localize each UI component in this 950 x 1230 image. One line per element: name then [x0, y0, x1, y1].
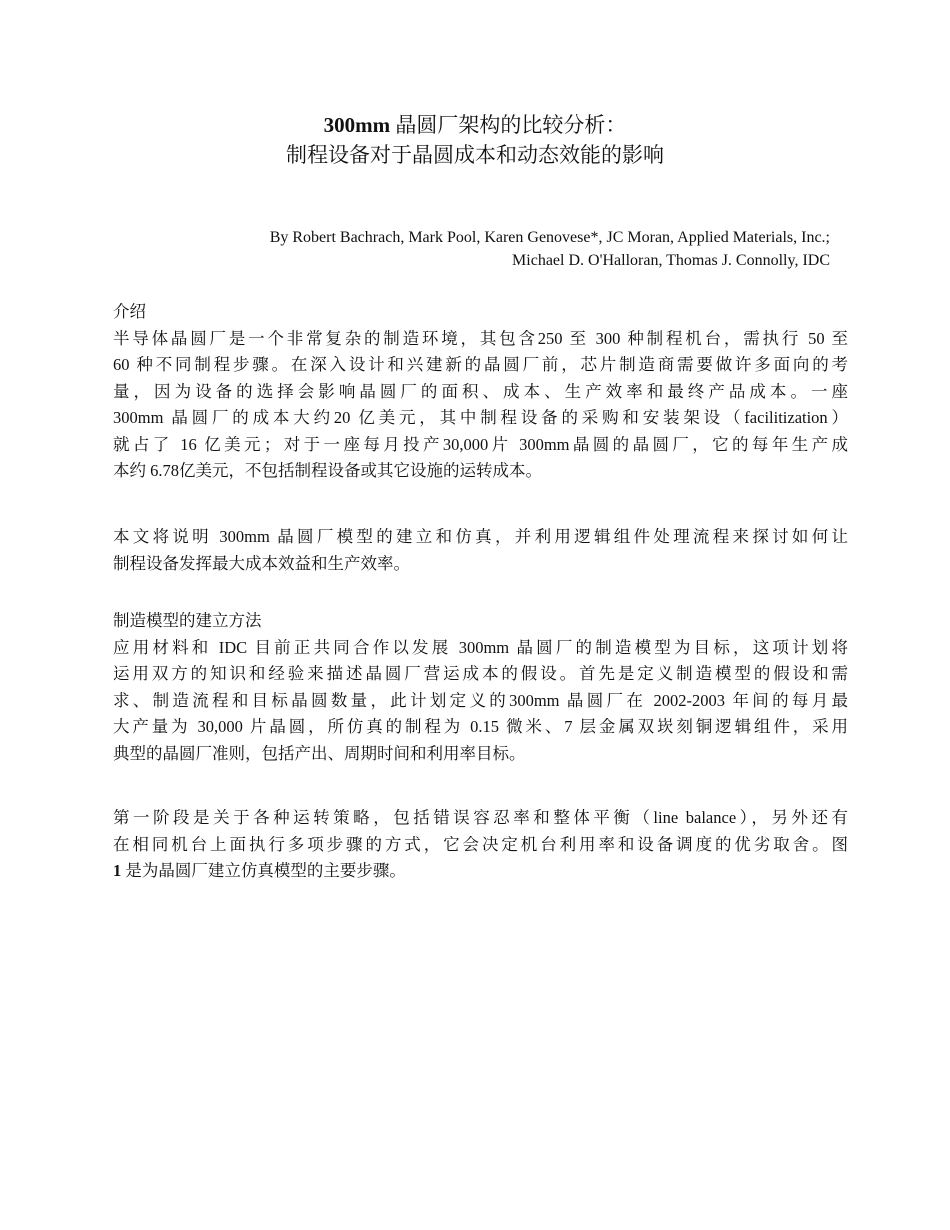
paragraph-line: 运用双方的知识和经验来描述晶圆厂营运成本的假设。首先是定义制造模型的假设和需	[113, 664, 848, 683]
figure-reference: 1	[113, 861, 122, 880]
paragraph-line: 第一阶段是关于各种运转策略，包括错误容忍率和整体平衡（line balance），另外还有	[113, 808, 848, 827]
paper-title	[0, 110, 950, 170]
author-line-1: By Robert Bachrach, Mark Pool, Karen Genovese*, JC Moran, Applied Materials, Inc.;	[269, 229, 830, 246]
title-line-1-text: 晶圆厂架构的比较分析：	[390, 113, 627, 137]
paragraph-line: 本文将说明 300mm 晶圆厂模型的建立和仿真，并利用逻辑组件处理流程来探讨如何让	[113, 527, 848, 546]
paragraph-line: 典型的晶圆厂准则，包括产出、周期时间和利用率目标。	[113, 743, 526, 763]
paragraph-line: 本约 6.78亿美元，不包括制程设备或其它设施的运转成本。	[113, 461, 542, 480]
paragraph-line: 求、制造流程和目标晶圆数量，此计划定义的300mm 晶圆厂在 2002-2003 年间的每月最	[113, 690, 848, 710]
section-heading-intro: 介绍	[113, 302, 146, 321]
paragraph-line: 300mm 晶圆厂的成本大约20 亿美元，其中制程设备的采购和安装架设（facilitization）	[113, 408, 848, 427]
paragraph-line: 大产量为 30,000 片晶圆，所仿真的制程为 0.15 微米、7 层金属双崁刻铜逻辑组件，采用	[113, 717, 848, 736]
paragraph-line: 半导体晶圆厂是一个非常复杂的制造环境，其包含250 至 300 种制程机台，需执行 50 至	[113, 328, 849, 348]
author-line-2: Michael D. O'Halloran, Thomas J. Connolly, IDC	[512, 252, 830, 269]
title-line-1	[0, 110, 950, 140]
paragraph-line: 制程设备发挥最大成本效益和生产效率。	[113, 553, 410, 573]
paragraph-line-rest: 是为晶圆厂建立仿真模型的主要步骤。	[121, 861, 406, 880]
method-paragraph-2	[113, 805, 848, 885]
method-paragraph-1	[113, 635, 848, 768]
title-line-2: 制程设备对于晶圆成本和动态效能的影响	[286, 143, 664, 167]
paragraph-line-with-figure-ref	[113, 858, 848, 885]
paragraph-line: 量，因为设备的选择会影响晶圆厂的面积、成本、生产效率和最终产品成本。一座	[113, 381, 848, 401]
method-section	[113, 608, 848, 767]
intro-paragraph-1	[113, 326, 848, 485]
title-bold-prefix: 300mm	[323, 113, 391, 137]
paragraph-line: 就占了 16 亿美元；对于一座每月投产30,000片 300mm晶圆的晶圆厂，它的每年生产成	[113, 434, 848, 454]
paragraph-line: 60 种不同制程步骤。在深入设计和兴建新的晶圆厂前，芯片制造商需要做许多面向的考	[113, 355, 848, 374]
paragraph-line: 应用材料和 IDC 目前正共同合作以发展 300mm 晶圆厂的制造模型为目标，这项计划将	[113, 637, 848, 657]
intro-section	[113, 299, 848, 485]
author-list	[110, 226, 830, 272]
paragraph-line: 在相同机台上面执行多项步骤的方式，它会决定机台利用率和设备调度的优劣取舍。图	[113, 834, 848, 854]
intro-paragraph-2	[113, 524, 848, 577]
section-heading-method: 制造模型的建立方法	[113, 611, 262, 630]
